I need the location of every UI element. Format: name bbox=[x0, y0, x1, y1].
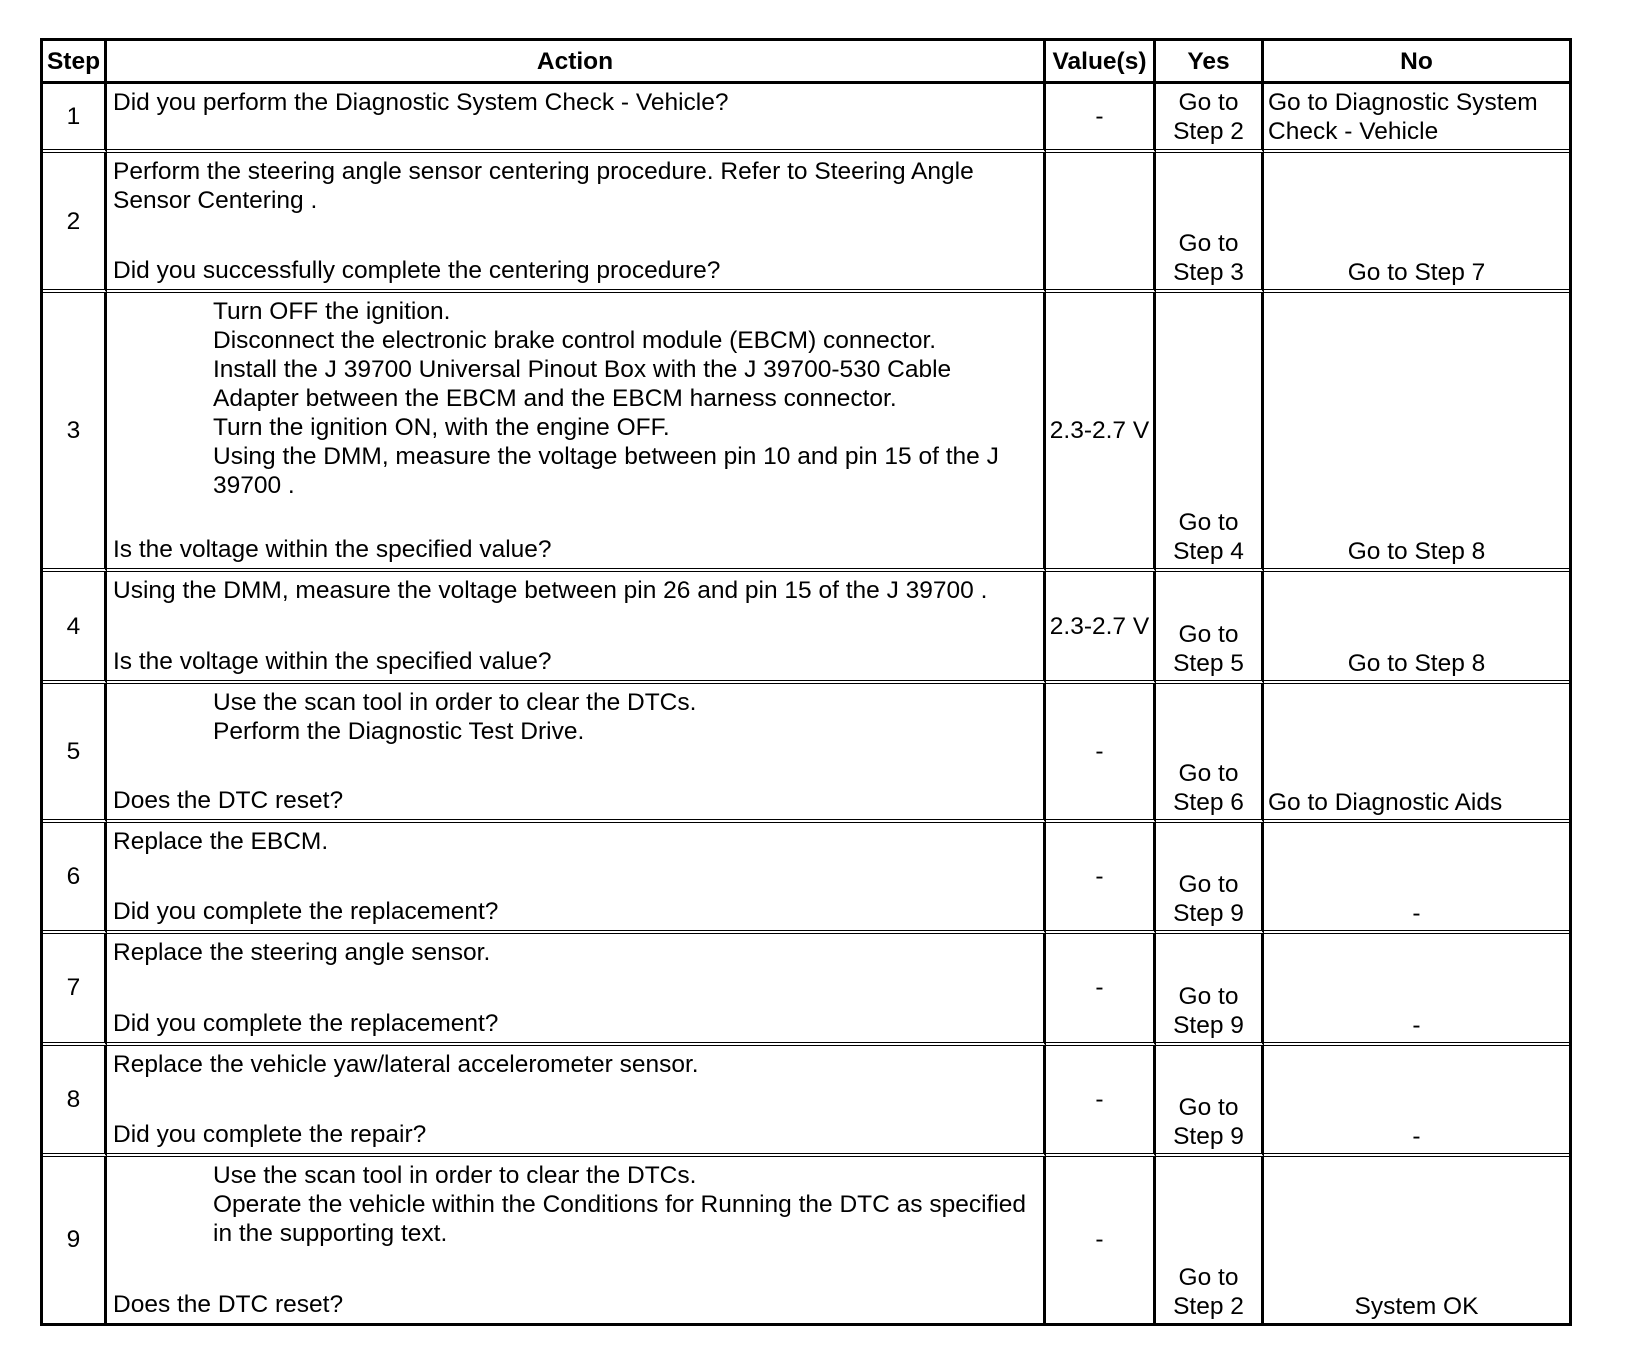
action-cell bbox=[107, 84, 1046, 153]
step-number: 5 bbox=[43, 684, 107, 824]
action-instruction: Replace the vehicle yaw/lateral accelerometer sensor. bbox=[113, 1050, 699, 1078]
action-cell bbox=[107, 572, 1046, 683]
action-cell bbox=[107, 934, 1046, 1045]
substep: Install the J 39700 Universal Pinout Box with the J 39700-530 Cable Adapter between the EBCM and the EBCM harness connector. bbox=[213, 356, 952, 413]
no-cell: Go to Step 8 bbox=[1264, 293, 1569, 572]
action-question: Does the DTC reset? bbox=[113, 1291, 344, 1318]
header-step: Step bbox=[43, 41, 107, 84]
table-row bbox=[43, 84, 1569, 153]
substep: Using the DMM, measure the voltage between pin 10 and pin 15 of the J 39700 . bbox=[213, 443, 999, 500]
yes-cell: Go to Step 4 bbox=[1156, 293, 1264, 572]
action-question: Did you successfully complete the centering procedure? bbox=[113, 257, 721, 285]
action-cell bbox=[107, 293, 1046, 572]
table-row bbox=[43, 823, 1569, 934]
action-instruction: Replace the steering angle sensor. bbox=[113, 939, 491, 967]
step-number: 2 bbox=[43, 153, 107, 293]
no-cell: - bbox=[1264, 934, 1569, 1045]
diagnostic-table bbox=[40, 38, 1572, 1326]
action-question: Is the voltage within the specified value? bbox=[113, 647, 552, 675]
step-number: 4 bbox=[43, 572, 107, 683]
table-row bbox=[43, 1157, 1569, 1323]
yes-cell: Go to Step 2 bbox=[1156, 1157, 1264, 1323]
substep: Operate the vehicle within the Conditions for Running the DTC as specified in the supporting text. bbox=[213, 1190, 1027, 1247]
value-cell: - bbox=[1046, 934, 1156, 1045]
no-cell: Go to Step 8 bbox=[1264, 572, 1569, 683]
yes-cell: Go to Step 9 bbox=[1156, 934, 1264, 1045]
action-question: Did you complete the replacement? bbox=[113, 1009, 499, 1037]
yes-cell: Go to Step 6 bbox=[1156, 684, 1264, 824]
header-row bbox=[43, 41, 1569, 84]
action-cell bbox=[107, 823, 1046, 934]
table-row bbox=[43, 934, 1569, 1045]
no-cell: - bbox=[1264, 1046, 1569, 1157]
table-row bbox=[43, 293, 1569, 572]
action-cell bbox=[107, 1046, 1046, 1157]
step-number: 7 bbox=[43, 934, 107, 1045]
value-cell: 2.3-2.7 V bbox=[1046, 572, 1156, 683]
step-number: 9 bbox=[43, 1157, 107, 1323]
substep: Use the scan tool in order to clear the DTCs. bbox=[213, 1161, 697, 1189]
header-yes: Yes bbox=[1156, 41, 1264, 84]
yes-cell: Go to Step 3 bbox=[1156, 153, 1264, 293]
action-instruction: Replace the EBCM. bbox=[113, 828, 329, 856]
value-cell: - bbox=[1046, 823, 1156, 934]
action-question: Did you complete the replacement? bbox=[113, 898, 499, 926]
action-cell bbox=[107, 153, 1046, 293]
substep: Turn OFF the ignition. bbox=[213, 298, 451, 326]
value-cell: - bbox=[1046, 1157, 1156, 1323]
substep: Use the scan tool in order to clear the DTCs. bbox=[213, 688, 697, 716]
header-values: Value(s) bbox=[1046, 41, 1156, 84]
step-number: 6 bbox=[43, 823, 107, 934]
action-question: Did you perform the Diagnostic System Check - Vehicle? bbox=[113, 89, 729, 116]
yes-cell: Go to Step 5 bbox=[1156, 572, 1264, 683]
yes-cell: Go to Step 2 bbox=[1156, 84, 1264, 153]
table-row bbox=[43, 1046, 1569, 1157]
substep: Turn the ignition ON, with the engine OFF. bbox=[213, 414, 670, 442]
action-cell bbox=[107, 684, 1046, 824]
no-cell: - bbox=[1264, 823, 1569, 934]
no-cell: System OK bbox=[1354, 1293, 1479, 1320]
substep: Disconnect the electronic brake control module (EBCM) connector. bbox=[213, 327, 937, 355]
action-question: Did you complete the repair? bbox=[113, 1120, 427, 1148]
value-cell: - bbox=[1046, 684, 1156, 824]
no-cell: Go to Diagnostic Aids bbox=[1264, 684, 1569, 824]
action-question: Is the voltage within the specified value? bbox=[113, 536, 552, 564]
action-cell bbox=[107, 1157, 1046, 1323]
header-no: No bbox=[1264, 41, 1569, 84]
action-question: Does the DTC reset? bbox=[113, 787, 344, 815]
header-action: Action bbox=[107, 41, 1046, 84]
action-instruction: Perform the steering angle sensor centering procedure. Refer to Steering Angle Sensor Centering . bbox=[113, 158, 974, 215]
action-instruction: Using the DMM, measure the voltage between pin 26 and pin 15 of the J 39700 . bbox=[113, 577, 988, 605]
yes-cell: Go to Step 9 bbox=[1156, 823, 1264, 934]
step-number: 1 bbox=[43, 84, 107, 153]
table-row bbox=[43, 153, 1569, 293]
step-number: 8 bbox=[43, 1046, 107, 1157]
value-cell bbox=[1046, 153, 1156, 293]
no-cell: Go to Diagnostic System Check - Vehicle bbox=[1264, 84, 1569, 153]
yes-cell: Go to Step 9 bbox=[1156, 1046, 1264, 1157]
substep-list bbox=[113, 1161, 1039, 1248]
substep: Perform the Diagnostic Test Drive. bbox=[213, 717, 585, 745]
substep-list bbox=[113, 688, 1039, 746]
no-cell: Go to Step 7 bbox=[1264, 153, 1569, 293]
substep-list bbox=[113, 297, 1039, 500]
table-row bbox=[43, 572, 1569, 683]
step-number: 3 bbox=[43, 293, 107, 572]
value-cell: - bbox=[1046, 1046, 1156, 1157]
table-row bbox=[43, 684, 1569, 824]
value-cell: 2.3-2.7 V bbox=[1046, 293, 1156, 572]
value-cell: - bbox=[1046, 84, 1156, 153]
